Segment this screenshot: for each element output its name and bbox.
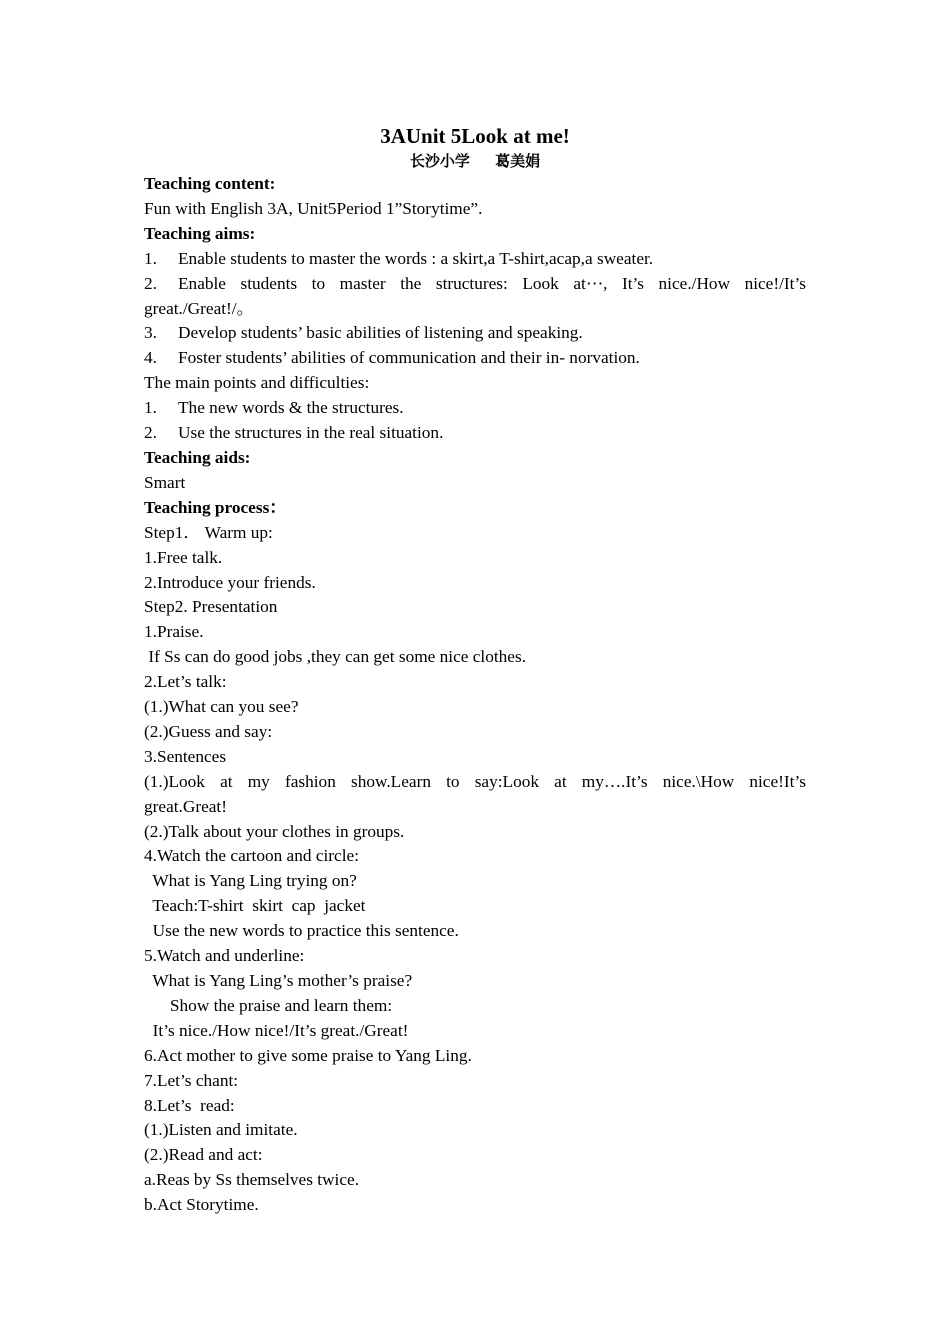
aim-text: Foster students’ abilities of communication and their in- norvation. — [178, 348, 640, 368]
process-line: 8.Let’s read: — [144, 1095, 235, 1115]
process-line: (2.)Guess and say: — [144, 721, 273, 741]
teaching-aids-text: Smart — [144, 472, 186, 492]
process-line: great.Great! — [144, 796, 227, 816]
document-page — [144, 122, 806, 1218]
process-line: (2.)Talk about your clothes in groups. — [144, 821, 405, 841]
process-line: 4.Watch the cartoon and circle: — [144, 846, 360, 866]
process-line: 1.Praise. — [144, 622, 204, 642]
process-line: (1.)Listen and imitate. — [144, 1120, 298, 1140]
main-points-heading: The main points and difficulties: — [144, 373, 370, 393]
teaching-content-text: Fun with English 3A, Unit5Period 1”Storytime”. — [144, 198, 483, 218]
process-line: Teach:T-shirt skirt cap jacket — [144, 896, 366, 916]
aim-item-3 — [144, 321, 806, 346]
point-item-1 — [144, 396, 806, 421]
process-line: b.Act Storytime. — [144, 1195, 259, 1215]
process-line: (1.)What can you see? — [144, 697, 299, 717]
process-line: 3.Sentences — [144, 746, 227, 766]
aim-number: 3. — [144, 323, 157, 343]
teaching-aids-heading: Teaching aids: — [144, 447, 251, 467]
teaching-aims-heading: Teaching aims: — [144, 223, 256, 243]
process-line: 6.Act mother to give some praise to Yang Ling. — [144, 1045, 472, 1065]
author-line — [144, 150, 806, 172]
document-title: 3AUnit 5Look at me! — [380, 124, 570, 148]
point-number: 2. — [144, 423, 157, 443]
author-name: 葛美娟 — [495, 152, 541, 170]
point-text: Use the structures in the real situation. — [178, 423, 444, 443]
aim-text: Develop students’ basic abilities of listening and speaking. — [178, 323, 583, 343]
process-line: (2.)Read and act: — [144, 1145, 263, 1165]
process-line: 7.Let’s chant: — [144, 1070, 239, 1090]
teaching-content-heading: Teaching content: — [144, 174, 276, 193]
process-line: a.Reas by Ss themselves twice. — [144, 1170, 360, 1190]
process-line: If Ss can do good jobs ,they can get some nice clothes. — [144, 647, 527, 667]
process-line: 2.Introduce your friends. — [144, 572, 316, 592]
author-school: 长沙小学 — [409, 152, 470, 170]
aim-text: Enable students to master the words : a skirt,a T-shirt,acap,a sweater. — [178, 248, 654, 268]
process-line: It’s nice./How nice!/It’s great./Great! — [144, 1020, 409, 1040]
aim-item-2 — [144, 272, 806, 297]
aim-item-1 — [144, 247, 806, 272]
teaching-process-heading: Teaching process： — [144, 497, 287, 517]
aim-item-4 — [144, 346, 806, 371]
process-line: Step1． Warm up: — [144, 522, 273, 542]
process-line: What is Yang Ling’s mother’s praise? — [144, 971, 413, 990]
process-line: Use the new words to practice this sentence. — [144, 921, 459, 941]
process-line: 1.Free talk. — [144, 547, 223, 567]
process-line: 2.Let’s talk: — [144, 672, 227, 692]
point-number: 1. — [144, 398, 157, 418]
point-text: The new words & the structures. — [178, 398, 404, 418]
aim-number: 1. — [144, 248, 157, 268]
aim-number: 2. — [144, 273, 157, 293]
point-item-2 — [144, 421, 806, 446]
aim-text: Enable students to master the structures: Look at⋯, It’s nice./How nice!/It’s — [178, 273, 806, 293]
aim-number: 4. — [144, 348, 157, 368]
process-line: Show the praise and learn them: — [144, 995, 393, 1015]
process-line: Step2. Presentation — [144, 597, 278, 617]
process-line: What is Yang Ling trying on? — [144, 871, 357, 891]
process-line-justified: (1.)Look at my fashion show.Learn to say:Look at my….It’s nice.\How nice!It’s — [144, 771, 806, 791]
aim-item-2-continued: great./Great!/。 — [144, 298, 254, 318]
process-line: 5.Watch and underline: — [144, 946, 305, 966]
